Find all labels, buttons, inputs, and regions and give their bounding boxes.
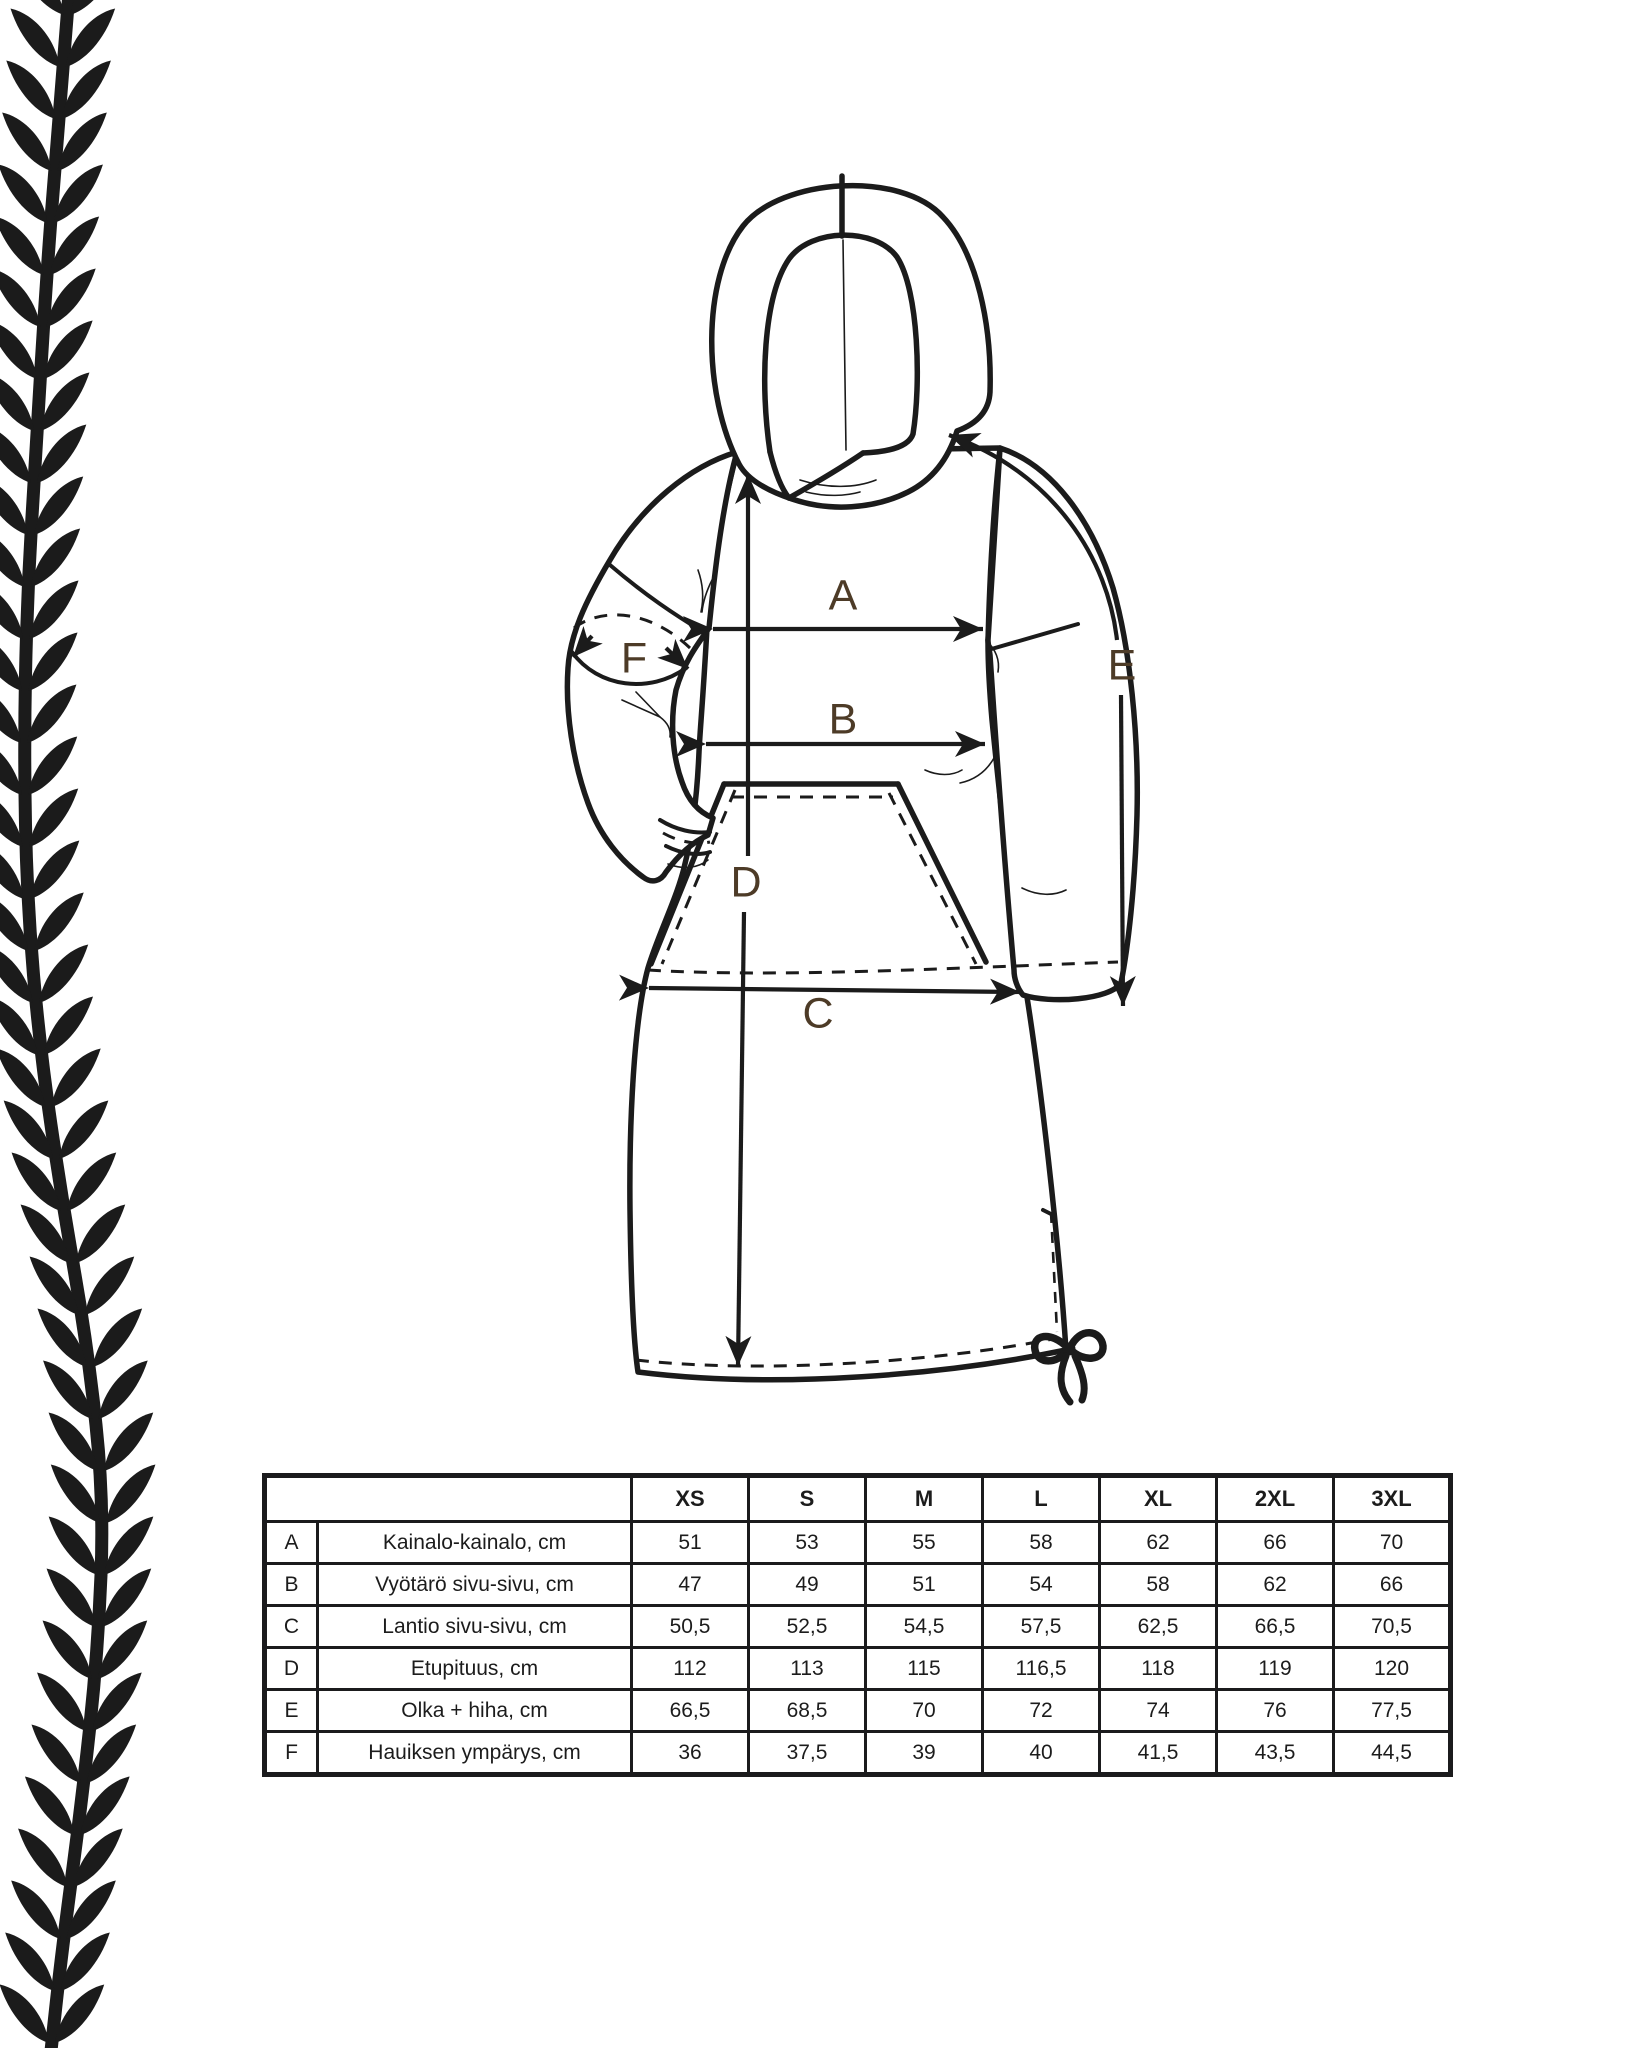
measure-value: 119 [1217,1648,1334,1690]
measure-value: 43,5 [1217,1732,1334,1775]
measure-value: 116,5 [983,1648,1100,1690]
size-column-header: 2XL [1217,1476,1334,1522]
measure-value: 66 [1334,1564,1451,1606]
measure-value: 77,5 [1334,1690,1451,1732]
measure-label-B: B [828,695,858,744]
measure-key: F [265,1732,318,1775]
size-column-header: L [983,1476,1100,1522]
measure-value: 53 [749,1522,866,1564]
measure-value: 70 [866,1690,983,1732]
leaf-vine-decoration [0,0,169,2048]
measure-value: 58 [1100,1564,1217,1606]
measure-value: 74 [1100,1690,1217,1732]
measure-key: D [265,1648,318,1690]
size-column-header: M [866,1476,983,1522]
size-column-header: XS [632,1476,749,1522]
measure-value: 52,5 [749,1606,866,1648]
measure-value: 51 [866,1564,983,1606]
measure-label-E: E [1107,641,1137,690]
table-row-D [265,1648,1451,1690]
measure-value: 76 [1217,1690,1334,1732]
measure-value: 39 [866,1732,983,1775]
measure-value: 40 [983,1732,1100,1775]
table-row-B [265,1564,1451,1606]
empty-header-cell [265,1476,632,1522]
measure-value: 41,5 [1100,1732,1217,1775]
measure-name: Hauiksen ympärys, cm [318,1732,632,1775]
measure-value: 51 [632,1522,749,1564]
measure-value: 44,5 [1334,1732,1451,1775]
measure-name: Lantio sivu-sivu, cm [318,1606,632,1648]
measure-value: 62 [1100,1522,1217,1564]
measure-value: 70,5 [1334,1606,1451,1648]
measure-value: 62,5 [1100,1606,1217,1648]
measure-value: 118 [1100,1648,1217,1690]
size-table-header-row [265,1476,1451,1522]
arrow-E-lower [1121,695,1123,1006]
measure-value: 66,5 [632,1690,749,1732]
table-row-E [265,1690,1451,1732]
measure-value: 66,5 [1217,1606,1334,1648]
size-column-header: XL [1100,1476,1217,1522]
measure-label-F: F [620,634,648,683]
measure-key: B [265,1564,318,1606]
measure-value: 50,5 [632,1606,749,1648]
measure-value: 55 [866,1522,983,1564]
measure-value: 54 [983,1564,1100,1606]
table-row-A [265,1522,1451,1564]
measure-label-A: A [828,571,858,620]
size-column-header: 3XL [1334,1476,1451,1522]
measure-value: 72 [983,1690,1100,1732]
measure-key: A [265,1522,318,1564]
table-row-F [265,1732,1451,1775]
measure-name: Olka + hiha, cm [318,1690,632,1732]
measure-key: C [265,1606,318,1648]
measure-value: 37,5 [749,1732,866,1775]
measure-label-C: C [802,989,834,1038]
measure-value: 113 [749,1648,866,1690]
measure-value: 36 [632,1732,749,1775]
measure-value: 112 [632,1648,749,1690]
measure-value: 58 [983,1522,1100,1564]
measure-value: 47 [632,1564,749,1606]
measure-name: Kainalo-kainalo, cm [318,1522,632,1564]
hoodie-dress-sketch [567,176,1137,1402]
size-column-header: S [749,1476,866,1522]
measure-value: 66 [1217,1522,1334,1564]
size-table [262,1473,1453,1777]
measure-key: E [265,1690,318,1732]
measure-label-D: D [730,858,762,907]
measure-value: 57,5 [983,1606,1100,1648]
measure-value: 115 [866,1648,983,1690]
measure-value: 49 [749,1564,866,1606]
measure-value: 68,5 [749,1690,866,1732]
measure-name: Vyötärö sivu-sivu, cm [318,1564,632,1606]
measure-name: Etupituus, cm [318,1648,632,1690]
measure-value: 62 [1217,1564,1334,1606]
hood [712,176,990,507]
measure-value: 120 [1334,1648,1451,1690]
measure-value: 54,5 [866,1606,983,1648]
table-row-C [265,1606,1451,1648]
measure-value: 70 [1334,1522,1451,1564]
